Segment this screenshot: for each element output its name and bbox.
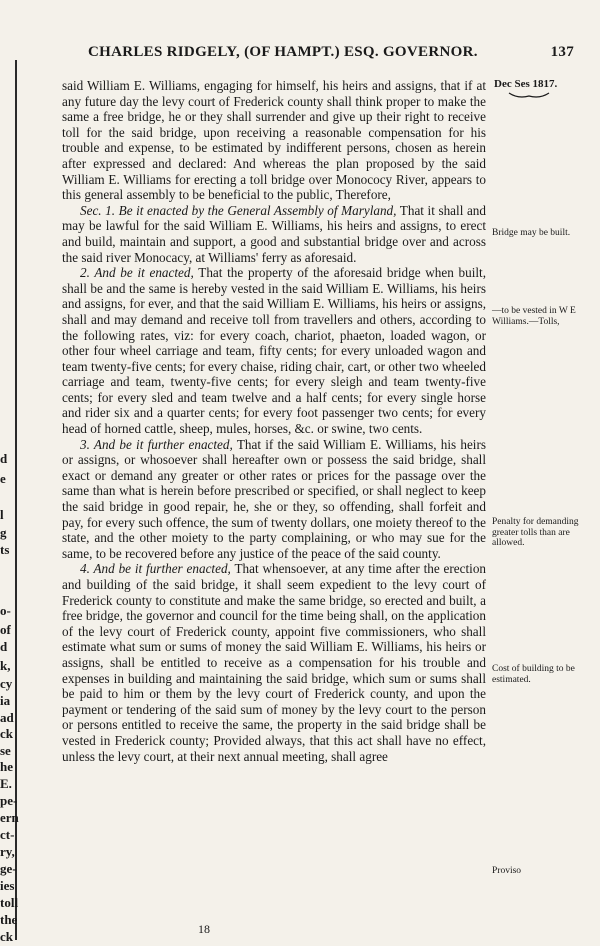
- margin-note-penalty: Penalty for demanding greater tolls than are allowed.: [492, 517, 579, 548]
- gutter-fragment: ia: [0, 693, 11, 708]
- gutter-fragment: E.: [0, 776, 12, 791]
- paragraph-section-1: [62, 203, 486, 265]
- gutter-fragment: o-: [0, 603, 11, 618]
- gutter-fragment: pe-: [0, 793, 18, 808]
- gutter-fragment: ad: [0, 710, 14, 725]
- gutter-fragment: the: [0, 912, 18, 927]
- gutter-fragment: ge-: [0, 861, 17, 876]
- gutter-fragment: he: [0, 759, 13, 774]
- gutter-fragment: ck: [0, 929, 13, 944]
- paragraph-text: That the property of the aforesaid bridge when built, shall be and the same is hereby vested in the said William E. Williams, his heirs and assigns, for ever, and that the said William E. Williams, his heirs or assigns, shall and may demand and receive toll from travellers and others, according to the following rates, viz: for every coach, chariot, phaeton, loaded wagon, or other four wheel carriage and team, fifty cents; for every unloaded wagon and team twenty-five cents; for every chaise, riding chair, cart, or other two wheeled carriage and team, twenty-five cents; for every sleigh and team twenty-five cents; for every sled and team twelve and a half cents; for every single horse and rider six and a quarter cents; for every foot passenger two cents; for every head of horned cattle, sheep, mules, horses, &c. or swine, two cents.: [62, 265, 486, 437]
- section-lead: 4. And be it further enacted,: [80, 561, 231, 577]
- margin-note-vested-tolls: —to be vested in W E Williams.—Tolls,: [492, 306, 576, 327]
- section-lead: 3. And be it further enacted,: [80, 436, 233, 452]
- paragraph-section-2: [62, 265, 486, 437]
- running-header: [88, 44, 574, 66]
- paragraph-section-4: [62, 561, 486, 764]
- page-number: 137: [550, 44, 574, 60]
- paragraph-text: said William E. Williams, engaging for himself, his heirs and assigns, that if at any future day the levy court of Frederick county shall think proper to make the same a free bridge, he or they shall surrender and give up their right to receive toll for the said bridge, upon receiving a reasonable compensation for his trouble and expense, to be estimated by indifferent persons, chosen as herein after expressed and declared: And whereas the plan proposed by the said William E. Williams for erecting a toll bridge over Monococy River, appears to this general assembly to be beneficial to the public, Therefore,: [62, 78, 486, 203]
- margin-note-proviso: Proviso: [492, 866, 522, 876]
- paragraph-text: That it shall and may be lawful for the said William E. Williams, his heirs and assigns, to erect and build, maintain and support, a good and substantial bridge over and across the said river Monocacy, at Williams' ferry as aforesaid.: [62, 202, 486, 265]
- gutter-fragment: ies: [0, 878, 15, 893]
- gutter-fragment: ts: [0, 542, 10, 557]
- gutter-fragment: ern: [0, 810, 19, 825]
- margin-note-cost: Cost of building to be estimated.: [492, 664, 575, 685]
- page-gutter: [0, 0, 40, 946]
- page-title: CHARLES RIDGELY, (OF HAMPT.) ESQ. GOVERNOR.: [88, 44, 478, 60]
- session-date: Dec Ses 1817.: [494, 78, 558, 90]
- gutter-fragment: d: [0, 451, 8, 466]
- gutter-fragment: l: [0, 507, 4, 522]
- paragraph-text: That whensoever, at any time after the erection and building of the said bridge, it shall seem expedient to the levy court of Frederick county to constitute and make the same bridge, so erected and built, a free bridge, the governor and council for the time being shall, on the application of the levy court of Frederick county, appoint five commissioners, who shall estimate what sum or sums of money the said William E. Williams, his heirs or assigns, shall be entitled to receive as a compensation for his trouble and expenses in building and maintaining the said bridge, which sum or sums shall be paid to him or them by the levy court of Frederick county, and upon the payment or tendering of the said sum of money by the levy court to the person or persons entitled to receive the same, the property in the said bridge shall be vested in Frederick county; Provided always, that this act shall have no effect, unless the levy court, at their next annual meeting, shall agree: [62, 561, 487, 764]
- main-text: [62, 78, 486, 764]
- gutter-fragment: ry,: [0, 844, 15, 859]
- section-lead: 2. And be it enacted,: [80, 265, 194, 281]
- signature-mark: 18: [198, 922, 210, 936]
- paragraph-section-3: [62, 437, 486, 562]
- gutter-fragment: ct-: [0, 827, 15, 842]
- gutter-fragment: e: [0, 471, 6, 486]
- paragraph-text: That if the said William E. Williams, his heirs or assigns, or whosoever shall hereafter own or possess the said bridge, shall exact or demand any greater or other rates or prices for the passage over the same than what is herein before prescribed or specified, or shall neglect to keep the said bridge in good repair, he, she or they, so offending, shall forfeit and pay, for every such offence, the sum of twenty dollars, one moiety thereof to the state, and the other moiety to the party complaining, or who may sue for the same, to be recovered before any justice of the peace of the said county.: [62, 436, 486, 561]
- gutter-fragment: se: [0, 743, 11, 758]
- gutter-fragment: of: [0, 622, 11, 637]
- gutter-fragment: ck: [0, 726, 13, 741]
- gutter-fragment: cy: [0, 676, 13, 691]
- paragraph-preamble: [62, 78, 486, 203]
- section-lead: Sec. 1. Be it enacted by the General Assembly of Maryland,: [80, 202, 397, 218]
- gutter-fragment: g: [0, 525, 7, 540]
- margin-note-bridge-built: Bridge may be built.: [492, 228, 571, 238]
- brace-mark: [508, 92, 550, 100]
- gutter-rule: [15, 60, 17, 940]
- gutter-fragment: toll: [0, 895, 19, 910]
- gutter-fragment: d: [0, 639, 8, 654]
- gutter-fragment: k,: [0, 658, 11, 673]
